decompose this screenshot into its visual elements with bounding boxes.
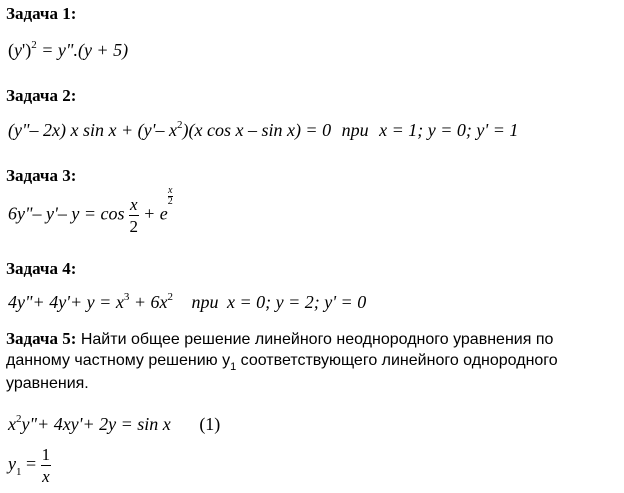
task-5-text-2: соответствующего линейного однородного уравнения. bbox=[6, 352, 558, 392]
f1-y: y bbox=[14, 40, 22, 60]
y1-numerator: 1 bbox=[41, 445, 51, 464]
f5-rest: y"+ 4xy'+ 2y = sin x bbox=[21, 414, 171, 434]
task-5-heading: Задача 5: bbox=[6, 329, 77, 348]
f5-equation-number: (1) bbox=[199, 414, 221, 434]
f3-denominator: 2 bbox=[129, 217, 139, 236]
y1-y: y bbox=[8, 453, 16, 474]
task-3-equation bbox=[8, 184, 173, 236]
f1-exponent: 2 bbox=[31, 39, 37, 51]
f2-condition: x = 1; y = 0; y' = 1 bbox=[379, 120, 519, 140]
f5-x: x bbox=[8, 414, 16, 434]
task-1-heading: Задача 1: bbox=[6, 4, 77, 23]
y1-fraction bbox=[41, 446, 52, 485]
f3-exponent bbox=[168, 186, 173, 207]
task-5-text: Найти общее решение линейного неоднородного уравнения по данному частному решению y bbox=[6, 331, 554, 369]
f1-close: ') bbox=[22, 40, 32, 60]
y1-equals: = bbox=[21, 453, 41, 474]
task-4-equation bbox=[8, 292, 366, 313]
y1-denominator: x bbox=[42, 467, 50, 486]
f4-part1: 4y"+ 4y'+ y = x bbox=[8, 292, 124, 312]
f1-rhs: = y".(y + 5) bbox=[36, 40, 129, 60]
task-5-subscript: 1 bbox=[230, 361, 237, 373]
f3-lhs: 6y"– y'– y = cos bbox=[8, 203, 125, 224]
f4-part2: + 6x bbox=[129, 292, 168, 312]
task-1-equation bbox=[8, 40, 128, 61]
task-5-description bbox=[6, 328, 606, 394]
f3-fraction bbox=[129, 196, 139, 235]
f2-when: при bbox=[341, 120, 369, 140]
f3-numerator: x bbox=[130, 195, 138, 214]
task-2-heading: Задача 2: bbox=[6, 86, 77, 105]
task-4-heading: Задача 4: bbox=[6, 259, 77, 278]
task-5-particular-solution bbox=[8, 446, 51, 485]
f4-exponent-1: 3 bbox=[123, 291, 130, 303]
f1-open: ( bbox=[8, 40, 14, 60]
task-2-equation bbox=[8, 120, 518, 141]
task-3-heading: Задача 3: bbox=[6, 166, 77, 185]
f4-when: при bbox=[191, 292, 219, 312]
y1-subscript: 1 bbox=[16, 465, 22, 478]
f4-condition: x = 0; y = 2; y' = 0 bbox=[226, 292, 367, 312]
f3-exp-denominator: 2 bbox=[167, 195, 173, 207]
f3-plus-e: + e bbox=[143, 203, 168, 224]
f4-exponent-2: 2 bbox=[167, 291, 173, 303]
task-5-equation bbox=[8, 414, 220, 435]
f2-part2: )(x cos x – sin x) = 0 bbox=[182, 120, 332, 140]
f2-part1: (y"– 2x) x sin x + (y'– x bbox=[8, 120, 177, 140]
f3-exp-numerator: x bbox=[167, 184, 173, 196]
f5-exponent: 2 bbox=[16, 413, 22, 425]
f2-exponent: 2 bbox=[176, 119, 183, 131]
